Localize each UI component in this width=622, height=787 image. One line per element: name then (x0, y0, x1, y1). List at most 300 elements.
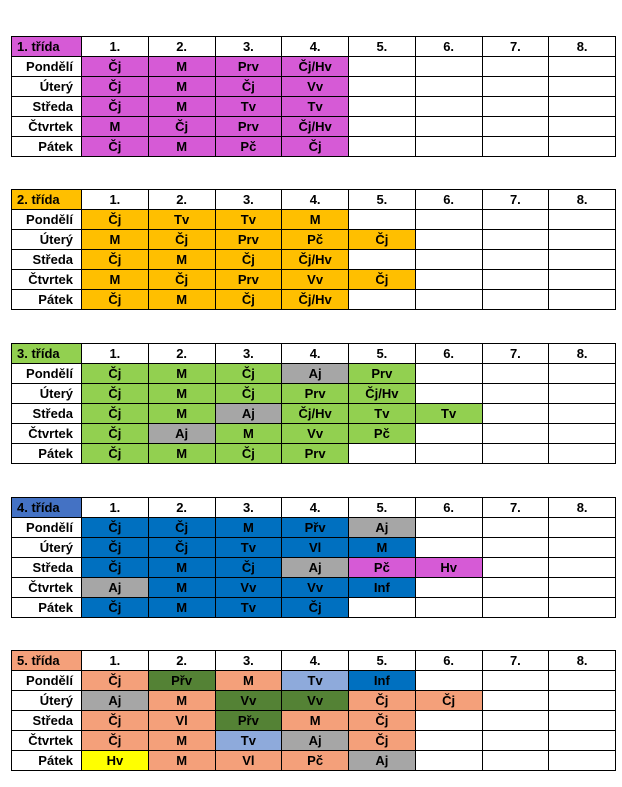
lesson-cell: Přv (282, 518, 349, 538)
lesson-cell: Inf (349, 671, 416, 691)
lesson-cell: Čj (82, 558, 149, 578)
lesson-cell: Aj (82, 691, 149, 711)
lesson-cell: Čj (82, 290, 149, 310)
lesson-cell: Čj (349, 230, 416, 250)
lesson-cell: Čj (82, 711, 149, 731)
lesson-cell: Tv (215, 598, 282, 618)
period-header-cell: 2. (148, 498, 215, 518)
period-header-cell: 3. (215, 651, 282, 671)
lesson-cell: M (148, 364, 215, 384)
lesson-cell (415, 57, 482, 77)
lesson-cell (482, 57, 549, 77)
lesson-cell: Prv (215, 117, 282, 137)
lesson-cell: Pč (282, 751, 349, 771)
lesson-cell: Prv (215, 230, 282, 250)
lesson-cell: Čj (415, 691, 482, 711)
lesson-cell: Čj (82, 137, 149, 157)
lesson-cell: M (82, 230, 149, 250)
lesson-cell: Pč (349, 558, 416, 578)
lesson-cell (482, 404, 549, 424)
lesson-cell (549, 210, 616, 230)
lesson-cell (349, 290, 416, 310)
lesson-cell: Vv (215, 691, 282, 711)
lesson-cell: Čj (215, 290, 282, 310)
period-header-cell: 2. (148, 651, 215, 671)
period-header-cell: 7. (482, 344, 549, 364)
lesson-cell: Vv (282, 270, 349, 290)
lesson-cell: Vv (282, 424, 349, 444)
lesson-cell: M (148, 250, 215, 270)
timetable-header-row (12, 498, 616, 518)
day-label-cell: Pátek (12, 598, 82, 618)
lesson-cell: Čj (148, 538, 215, 558)
lesson-cell (415, 290, 482, 310)
lesson-cell: Vv (215, 578, 282, 598)
lesson-cell: Čj (215, 364, 282, 384)
lesson-cell (549, 384, 616, 404)
lesson-cell (482, 270, 549, 290)
lesson-cell: M (215, 671, 282, 691)
period-header-cell: 5. (349, 190, 416, 210)
lesson-cell (549, 230, 616, 250)
lesson-cell: Vv (282, 77, 349, 97)
lesson-cell (415, 444, 482, 464)
lesson-cell: Čj (282, 137, 349, 157)
class-timetable (11, 650, 616, 771)
lesson-cell (482, 578, 549, 598)
lesson-cell: M (148, 558, 215, 578)
day-label-cell: Pátek (12, 290, 82, 310)
lesson-cell: M (148, 691, 215, 711)
table-row (12, 558, 616, 578)
lesson-cell: M (215, 518, 282, 538)
lesson-cell (549, 270, 616, 290)
lesson-cell: Pč (349, 424, 416, 444)
lesson-cell: M (148, 404, 215, 424)
lesson-cell (549, 117, 616, 137)
class-name-cell: 3. třída (12, 344, 82, 364)
period-header-cell: 6. (415, 651, 482, 671)
period-header-cell: 4. (282, 498, 349, 518)
lesson-cell: Vv (282, 691, 349, 711)
lesson-cell: Prv (282, 444, 349, 464)
lesson-cell: M (148, 384, 215, 404)
lesson-cell: M (148, 751, 215, 771)
lesson-cell (482, 671, 549, 691)
lesson-cell: M (215, 424, 282, 444)
lesson-cell (482, 538, 549, 558)
lesson-cell: Čj (82, 404, 149, 424)
period-header-cell: 8. (549, 498, 616, 518)
lesson-cell: M (82, 117, 149, 137)
period-header-cell: 7. (482, 498, 549, 518)
lesson-cell: Čj (82, 731, 149, 751)
period-header-cell: 3. (215, 190, 282, 210)
period-header-cell: 7. (482, 37, 549, 57)
lesson-cell: Čj/Hv (282, 404, 349, 424)
day-label-cell: Středa (12, 250, 82, 270)
lesson-cell: M (148, 97, 215, 117)
lesson-cell: M (148, 137, 215, 157)
lesson-cell: Čj (349, 270, 416, 290)
lesson-cell (415, 751, 482, 771)
lesson-cell: Vl (215, 751, 282, 771)
lesson-cell (549, 731, 616, 751)
lesson-cell: Aj (148, 424, 215, 444)
table-row (12, 250, 616, 270)
lesson-cell: Čj/Hv (282, 250, 349, 270)
day-label-cell: Úterý (12, 77, 82, 97)
lesson-cell: Tv (349, 404, 416, 424)
day-label-cell: Úterý (12, 538, 82, 558)
period-header-cell: 4. (282, 37, 349, 57)
lesson-cell (349, 97, 416, 117)
lesson-cell (482, 444, 549, 464)
lesson-cell: Vv (282, 578, 349, 598)
lesson-cell: Čj (82, 250, 149, 270)
lesson-cell (549, 137, 616, 157)
lesson-cell (349, 250, 416, 270)
lesson-cell: Čj (148, 117, 215, 137)
lesson-cell: Prv (282, 384, 349, 404)
lesson-cell: Hv (415, 558, 482, 578)
day-label-cell: Úterý (12, 384, 82, 404)
lesson-cell (482, 77, 549, 97)
class-timetable (11, 343, 616, 464)
lesson-cell (349, 210, 416, 230)
lesson-cell: Čj (82, 384, 149, 404)
day-label-cell: Pondělí (12, 518, 82, 538)
lesson-cell: Přv (215, 711, 282, 731)
table-row (12, 424, 616, 444)
lesson-cell: Hv (82, 751, 149, 771)
lesson-cell (549, 671, 616, 691)
period-header-cell: 1. (82, 37, 149, 57)
lesson-cell (549, 558, 616, 578)
lesson-cell (415, 711, 482, 731)
lesson-cell (415, 364, 482, 384)
period-header-cell: 3. (215, 37, 282, 57)
day-label-cell: Pondělí (12, 364, 82, 384)
day-label-cell: Středa (12, 558, 82, 578)
day-label-cell: Středa (12, 711, 82, 731)
period-header-cell: 8. (549, 190, 616, 210)
table-row (12, 404, 616, 424)
lesson-cell: Aj (82, 578, 149, 598)
table-row (12, 117, 616, 137)
lesson-cell: Prv (215, 270, 282, 290)
lesson-cell (482, 731, 549, 751)
period-header-cell: 3. (215, 498, 282, 518)
lesson-cell: Inf (349, 578, 416, 598)
lesson-cell (482, 210, 549, 230)
lesson-cell (549, 404, 616, 424)
lesson-cell: Aj (349, 518, 416, 538)
lesson-cell (482, 711, 549, 731)
lesson-cell (549, 518, 616, 538)
lesson-cell: Tv (215, 538, 282, 558)
lesson-cell: Čj (82, 77, 149, 97)
lesson-cell (549, 77, 616, 97)
lesson-cell: Čj/Hv (349, 384, 416, 404)
class-name-cell: 2. třída (12, 190, 82, 210)
table-row (12, 210, 616, 230)
lesson-cell: M (349, 538, 416, 558)
period-header-cell: 6. (415, 37, 482, 57)
table-row (12, 384, 616, 404)
lesson-cell (415, 137, 482, 157)
lesson-cell: Čj (215, 444, 282, 464)
lesson-cell (482, 598, 549, 618)
table-row (12, 578, 616, 598)
lesson-cell (349, 117, 416, 137)
day-label-cell: Čtvrtek (12, 117, 82, 137)
lesson-cell: Čj (349, 711, 416, 731)
lesson-cell (482, 97, 549, 117)
lesson-cell (415, 538, 482, 558)
class-timetable (11, 189, 616, 310)
table-row (12, 598, 616, 618)
lesson-cell (415, 230, 482, 250)
lesson-cell: M (282, 711, 349, 731)
lesson-cell: Aj (215, 404, 282, 424)
period-header-cell: 3. (215, 344, 282, 364)
lesson-cell: Čj (82, 97, 149, 117)
lesson-cell: Čj/Hv (282, 57, 349, 77)
lesson-cell: Pč (282, 230, 349, 250)
table-row (12, 230, 616, 250)
lesson-cell: M (148, 598, 215, 618)
lesson-cell (549, 424, 616, 444)
lesson-cell: Aj (282, 731, 349, 751)
day-label-cell: Pondělí (12, 210, 82, 230)
table-row (12, 731, 616, 751)
timetable-header-row (12, 37, 616, 57)
lesson-cell (482, 290, 549, 310)
lesson-cell (482, 364, 549, 384)
lesson-cell: M (148, 57, 215, 77)
lesson-cell: Čj (82, 444, 149, 464)
period-header-cell: 1. (82, 190, 149, 210)
day-label-cell: Pátek (12, 444, 82, 464)
lesson-cell (415, 270, 482, 290)
lesson-cell: Čj (215, 558, 282, 578)
day-label-cell: Středa (12, 97, 82, 117)
table-row (12, 711, 616, 731)
class-timetable (11, 36, 616, 157)
class-name-cell: 1. třída (12, 37, 82, 57)
lesson-cell: Čj (82, 57, 149, 77)
lesson-cell: Přv (148, 671, 215, 691)
lesson-cell (482, 424, 549, 444)
lesson-cell: M (148, 77, 215, 97)
lesson-cell: Tv (215, 731, 282, 751)
class-name-cell: 4. třída (12, 498, 82, 518)
lesson-cell (549, 538, 616, 558)
lesson-cell: Čj (82, 210, 149, 230)
lesson-cell: Prv (349, 364, 416, 384)
lesson-cell: Vl (148, 711, 215, 731)
lesson-cell (482, 384, 549, 404)
period-header-cell: 6. (415, 190, 482, 210)
lesson-cell (415, 97, 482, 117)
lesson-cell: Čj (349, 731, 416, 751)
day-label-cell: Pondělí (12, 57, 82, 77)
lesson-cell: M (148, 578, 215, 598)
table-row (12, 671, 616, 691)
period-header-cell: 5. (349, 651, 416, 671)
table-row (12, 97, 616, 117)
lesson-cell: Čj (82, 598, 149, 618)
day-label-cell: Čtvrtek (12, 731, 82, 751)
lesson-cell (549, 250, 616, 270)
lesson-cell: Aj (349, 751, 416, 771)
lesson-cell (415, 210, 482, 230)
day-label-cell: Úterý (12, 230, 82, 250)
period-header-cell: 5. (349, 498, 416, 518)
lesson-cell (415, 598, 482, 618)
day-label-cell: Pondělí (12, 671, 82, 691)
period-header-cell: 8. (549, 37, 616, 57)
period-header-cell: 8. (549, 344, 616, 364)
lesson-cell (349, 444, 416, 464)
period-header-cell: 1. (82, 344, 149, 364)
timetable-header-row (12, 344, 616, 364)
period-header-cell: 8. (549, 651, 616, 671)
lesson-cell (415, 731, 482, 751)
period-header-cell: 4. (282, 651, 349, 671)
lesson-cell: Čj (215, 250, 282, 270)
day-label-cell: Čtvrtek (12, 578, 82, 598)
lesson-cell (549, 57, 616, 77)
table-row (12, 518, 616, 538)
lesson-cell: M (148, 290, 215, 310)
lesson-cell: Tv (282, 671, 349, 691)
period-header-cell: 7. (482, 190, 549, 210)
lesson-cell: Čj (148, 270, 215, 290)
lesson-cell (415, 77, 482, 97)
class-name-cell: 5. třída (12, 651, 82, 671)
lesson-cell: Tv (215, 97, 282, 117)
period-header-cell: 2. (148, 190, 215, 210)
lesson-cell: Čj/Hv (282, 290, 349, 310)
lesson-cell (415, 117, 482, 137)
lesson-cell (482, 137, 549, 157)
day-label-cell: Pátek (12, 751, 82, 771)
lesson-cell (349, 137, 416, 157)
lesson-cell: Prv (215, 57, 282, 77)
lesson-cell (349, 77, 416, 97)
period-header-cell: 2. (148, 344, 215, 364)
lesson-cell (415, 671, 482, 691)
lesson-cell (349, 598, 416, 618)
table-row (12, 137, 616, 157)
lesson-cell: Tv (282, 97, 349, 117)
lesson-cell: Vl (282, 538, 349, 558)
lesson-cell (482, 751, 549, 771)
lesson-cell (415, 250, 482, 270)
lesson-cell: Čj (215, 77, 282, 97)
lesson-cell: Čj (82, 364, 149, 384)
lesson-cell (549, 444, 616, 464)
lesson-cell (482, 691, 549, 711)
lesson-cell (549, 290, 616, 310)
lesson-cell: M (82, 270, 149, 290)
lesson-cell: Tv (215, 210, 282, 230)
lesson-cell: Čj (148, 230, 215, 250)
period-header-cell: 7. (482, 651, 549, 671)
table-row (12, 77, 616, 97)
lesson-cell (482, 117, 549, 137)
table-row (12, 691, 616, 711)
day-label-cell: Čtvrtek (12, 270, 82, 290)
day-label-cell: Pátek (12, 137, 82, 157)
lesson-cell: Tv (415, 404, 482, 424)
day-label-cell: Úterý (12, 691, 82, 711)
lesson-cell: M (148, 444, 215, 464)
period-header-cell: 6. (415, 498, 482, 518)
lesson-cell: Tv (148, 210, 215, 230)
lesson-cell (549, 578, 616, 598)
period-header-cell: 5. (349, 37, 416, 57)
table-row (12, 751, 616, 771)
lesson-cell: Pč (215, 137, 282, 157)
timetable-header-row (12, 190, 616, 210)
period-header-cell: 6. (415, 344, 482, 364)
lesson-cell: Aj (282, 558, 349, 578)
table-row (12, 538, 616, 558)
lesson-cell: Čj/Hv (282, 117, 349, 137)
period-header-cell: 1. (82, 651, 149, 671)
period-header-cell: 1. (82, 498, 149, 518)
lesson-cell (415, 578, 482, 598)
lesson-cell (549, 711, 616, 731)
lesson-cell (549, 97, 616, 117)
lesson-cell: Čj (282, 598, 349, 618)
day-label-cell: Čtvrtek (12, 424, 82, 444)
table-row (12, 57, 616, 77)
period-header-cell: 4. (282, 190, 349, 210)
lesson-cell: M (148, 731, 215, 751)
lesson-cell: Čj (215, 384, 282, 404)
table-row (12, 270, 616, 290)
lesson-cell (482, 518, 549, 538)
lesson-cell: Aj (282, 364, 349, 384)
lesson-cell: Čj (82, 671, 149, 691)
lesson-cell (415, 424, 482, 444)
lesson-cell (482, 250, 549, 270)
lesson-cell (549, 691, 616, 711)
lesson-cell: Čj (349, 691, 416, 711)
lesson-cell (482, 558, 549, 578)
day-label-cell: Středa (12, 404, 82, 424)
lesson-cell (349, 57, 416, 77)
timetable-header-row (12, 651, 616, 671)
lesson-cell (549, 364, 616, 384)
lesson-cell: Čj (82, 518, 149, 538)
period-header-cell: 5. (349, 344, 416, 364)
lesson-cell: Čj (82, 538, 149, 558)
lesson-cell: Čj (148, 518, 215, 538)
table-row (12, 444, 616, 464)
table-row (12, 290, 616, 310)
lesson-cell (549, 598, 616, 618)
lesson-cell (415, 518, 482, 538)
class-timetable (11, 497, 616, 618)
period-header-cell: 4. (282, 344, 349, 364)
lesson-cell: M (282, 210, 349, 230)
lesson-cell (482, 230, 549, 250)
